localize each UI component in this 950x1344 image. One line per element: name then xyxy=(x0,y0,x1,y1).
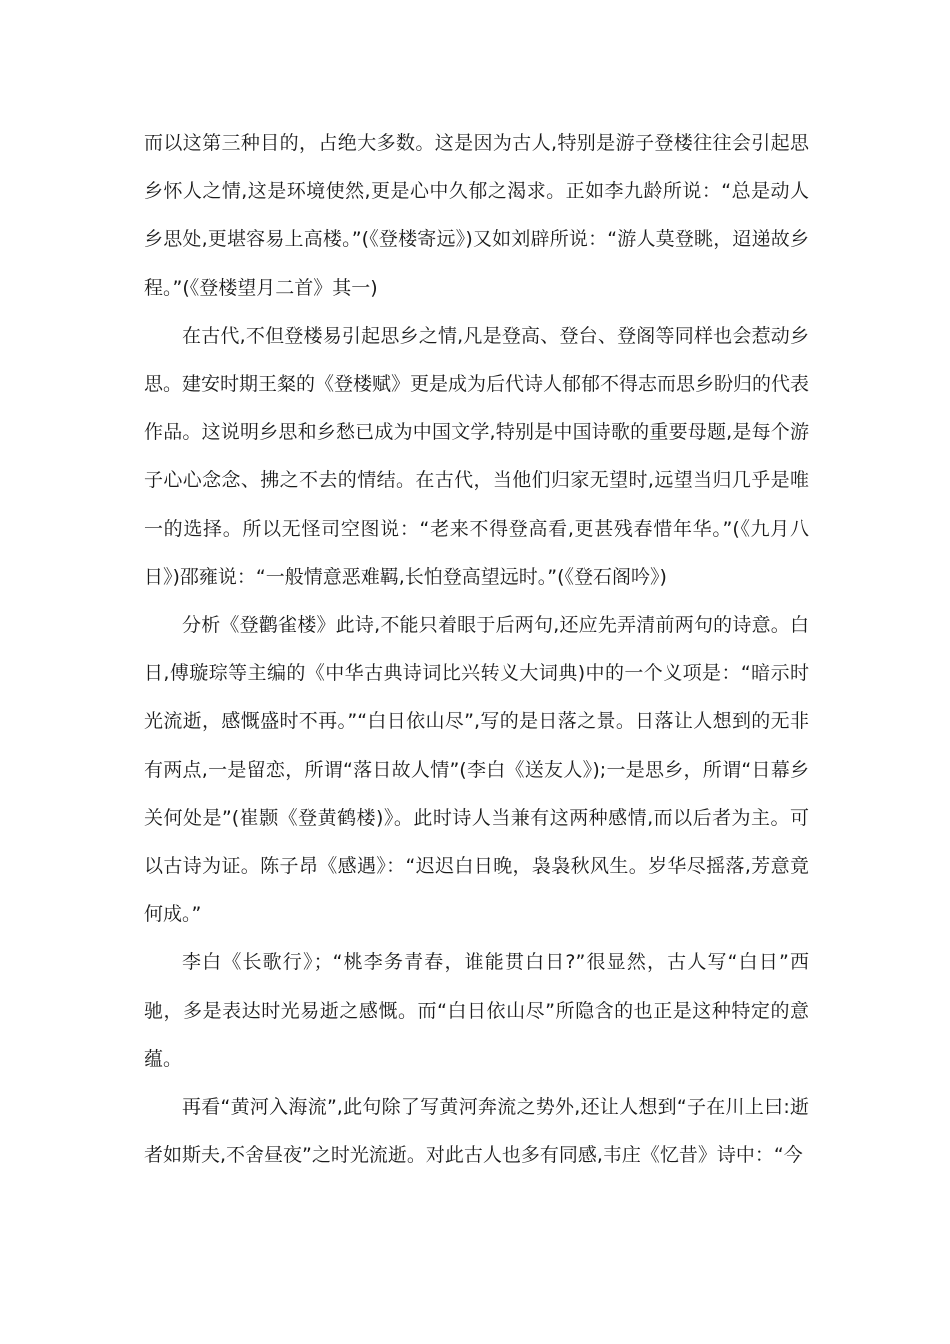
paragraph-2: 在古代,不但登楼易引起思乡之情,凡是登高、登台、登阁等同样也会惹动乡思。建安时期王粲的《登楼赋》更是成为后代诗人郁郁不得志而思乡盼归的代表作品。这说明乡思和乡愁已成为中国文学,特别是中国诗歌的重要母题,是每个游子心心念念、拂之不去的情结。在古代，当他们归家无望时,远望当归几乎是唯一的选择。所以无怪司空图说：“老来不得登高看,更甚残春惜年华。”(《九月八日》)邵雍说：“一般情意恶难羁,长怕登高望远时。”(《登石阁吟》) xyxy=(144,324,810,588)
paragraph-1: 而以这第三种目的，占绝大多数。这是因为古人,特别是游子登楼往往会引起思乡怀人之情,这是环境使然,更是心中久郁之渴求。正如李九龄所说：“总是动人乡思处,更堪容易上高楼。”(《登楼寄远》)又如刘辟所说：“游人莫登眺，迢递故乡程。”(《登楼望月二首》其一) xyxy=(144,132,809,299)
paragraph-5: 再看“黄河入海流”,此句除了写黄河奔流之势外,还让人想到“子在川上曰:逝者如斯夫,不舍昼夜”之时光流逝。对此古人也多有同感,韦庄《忆昔》诗中：“今 xyxy=(144,1096,809,1167)
paragraph-3: 分析《登鹳雀楼》此诗,不能只着眼于后两句,还应先弄清前两句的诗意。白日,傅璇琮等主编的《中华古典诗词比兴转义大词典)中的一个义项是：“暗示时光流逝，感慨盛时不再。”“白日依山尽”,写的是日落之景。日落让人想到的无非有两点,一是留恋，所谓“落日故人情”(李白《送友人》);一是思乡，所谓“日幕乡关何处是”(崔颢《登黄鹤楼)》。此时诗人当兼有这两种感情,而以后者为主。可以古诗为证。陈子昂《感遇》：“迟迟白日晚，袅袅秋风生。岁华尽摇落,芳意竟何成。” xyxy=(144,614,809,926)
paragraph-4: 李白《长歌行》；“桃李务青春，谁能贯白日?”很显然，古人写“白日”西驰，多是表达时光易逝之感慨。而“白日依山尽”所隐含的也正是这种特定的意蕴。 xyxy=(144,951,809,1070)
body-text xyxy=(144,119,809,1179)
